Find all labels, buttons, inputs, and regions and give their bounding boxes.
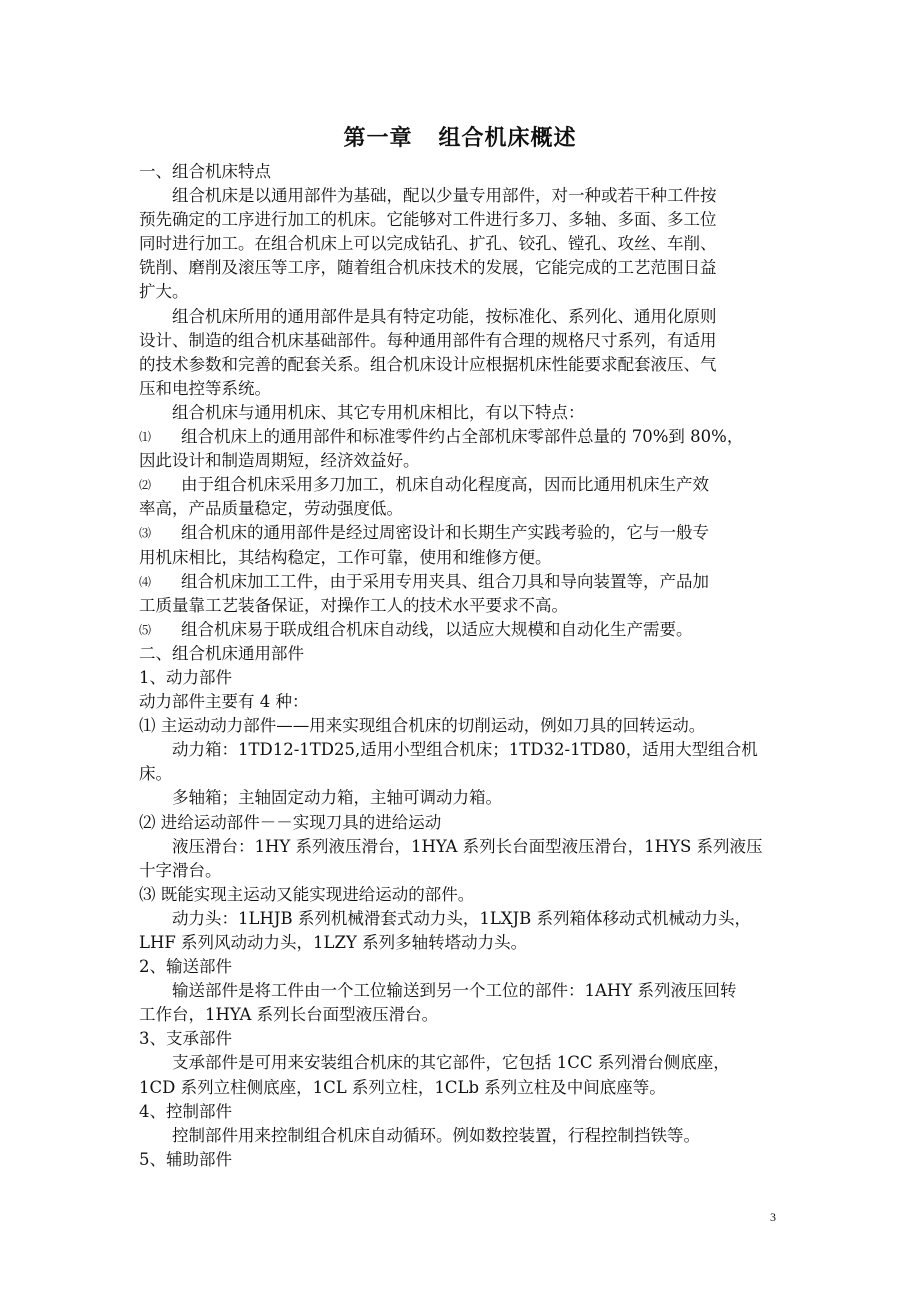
list-continuation bbox=[139, 449, 784, 473]
paragraph-line: 动力箱：1TD12-1TD25,适用小型组合机床；1TD32-1TD80，适用大型组合机 bbox=[172, 740, 758, 760]
paragraph-line: LHF 系列风动动力头，1LZY 系列多轴转塔动力头。 bbox=[139, 933, 528, 952]
paragraph-line: 液压滑台：1HY 系列液压滑台，1HYA 系列长台面型液压滑台，1HYS 系列液压 bbox=[172, 836, 763, 856]
paragraph-line: 多轴箱；主轴固定动力箱，主轴可调动力箱。 bbox=[172, 788, 502, 808]
paragraph-line: 动力部件主要有 4 种： bbox=[139, 692, 309, 712]
list-item bbox=[139, 570, 784, 594]
paragraph-line: 组合机床所用的通用部件是具有特定功能，按标准化、系列化、通用化原则 bbox=[172, 306, 717, 326]
list-text: 用机床相比，其结构稳定，工作可靠，使用和维修方便。 bbox=[139, 547, 552, 567]
page-number: 3 bbox=[770, 1210, 776, 1224]
chapter-number: 第一章 bbox=[343, 126, 413, 151]
paragraph-line: 1CD 系列立柱侧底座，1CL 系列立柱，1CLb 系列立柱及中间底座等。 bbox=[139, 1077, 666, 1097]
paragraph-line: 工作台，1HYA 系列长台面型液压滑台。 bbox=[139, 1005, 439, 1025]
list-text: 组合机床易于联成组合机床自动线，以适应大规模和自动化生产需要。 bbox=[181, 619, 693, 639]
list-text: 率高，产品质量稳定，劳动强度低。 bbox=[139, 499, 403, 519]
paragraph-line: ⑴ 主运动动力部件——用来实现组合机床的切削运动，例如刀具的回转运动。 bbox=[139, 716, 706, 736]
document-body bbox=[139, 160, 784, 1172]
list-number: ⑶ bbox=[139, 526, 152, 541]
chapter-name: 组合机床概述 bbox=[438, 126, 577, 151]
list-continuation bbox=[139, 594, 784, 618]
subsection-heading: 5、辅助部件 bbox=[139, 1149, 232, 1169]
list-text: 组合机床加工工件，由于采用专用夹具、组合刀具和导向装置等，产品加 bbox=[181, 571, 709, 591]
section-heading: 一、组合机床特点 bbox=[139, 162, 271, 181]
list-item bbox=[139, 521, 784, 545]
paragraph-line: 床。 bbox=[139, 764, 172, 784]
paragraph-line: 组合机床与通用机床、其它专用机床相比，有以下特点： bbox=[172, 402, 585, 422]
list-text: 因此设计和制造周期短，经济效益好。 bbox=[139, 451, 420, 471]
list-item bbox=[139, 425, 784, 449]
paragraph-line: 设计、制造的组合机床基础部件。每种通用部件有合理的规格尺寸系列，有适用 bbox=[139, 330, 717, 350]
paragraph-line: 控制部件用来控制组合机床自动循环。例如数控装置，行程控制挡铁等。 bbox=[172, 1125, 700, 1145]
list-text: 组合机床上的通用部件和标准零件约占全部机床零部件总量的 70%到 80%， bbox=[181, 427, 744, 447]
list-number: ⑸ bbox=[139, 622, 152, 637]
list-text: 工质量靠工艺装备保证，对操作工人的技术水平要求不高。 bbox=[139, 595, 568, 615]
paragraph-line: 组合机床是以通用部件为基础，配以少量专用部件，对一种或若干种工件按 bbox=[172, 186, 717, 206]
subsection-heading: 3、支承部件 bbox=[139, 1029, 232, 1049]
paragraph-line: 扩大。 bbox=[139, 282, 189, 302]
list-item bbox=[139, 473, 784, 497]
paragraph-line: ⑵ 进给运动部件－－实现刀具的进给运动 bbox=[139, 812, 442, 832]
paragraph-line: 铣削、磨削及滚压等工序，随着组合机床技术的发展，它能完成的工艺范围日益 bbox=[139, 258, 717, 278]
paragraph-line: 支承部件是可用来安装组合机床的其它部件，它包括 1CC 系列滑台侧底座， bbox=[172, 1053, 730, 1073]
paragraph-line: 输送部件是将工件由一个工位输送到另一个工位的部件：1AHY 系列液压回转 bbox=[172, 981, 737, 1001]
list-text: 由于组合机床采用多刀加工，机床自动化程度高，因而比通用机床生产效 bbox=[181, 475, 709, 495]
paragraph-line: ⑶ 既能实现主运动又能实现进给运动的部件。 bbox=[139, 884, 475, 904]
list-continuation bbox=[139, 546, 784, 570]
paragraph-line: 动力头：1LHJB 系列机械滑套式动力头，1LXJB 系列箱体移动式机械动力头， bbox=[172, 908, 752, 928]
list-number: ⑵ bbox=[139, 478, 152, 493]
subsection-heading: 4、控制部件 bbox=[139, 1101, 232, 1121]
paragraph-line: 同时进行加工。在组合机床上可以完成钻孔、扩孔、铰孔、镗孔、攻丝、车削、 bbox=[139, 234, 717, 254]
subsection-heading: 1、动力部件 bbox=[139, 667, 232, 687]
list-number: ⑴ bbox=[139, 430, 152, 445]
list-continuation bbox=[139, 497, 784, 521]
section-heading: 二、组合机床通用部件 bbox=[139, 643, 304, 663]
list-item bbox=[139, 618, 784, 642]
paragraph-line: 的技术参数和完善的配套关系。组合机床设计应根据机床性能要求配套液压、气 bbox=[139, 354, 717, 374]
chapter-title bbox=[0, 121, 920, 152]
list-text: 组合机床的通用部件是经过周密设计和长期生产实践考验的，它与一般专 bbox=[181, 523, 709, 543]
paragraph-line: 十字滑台。 bbox=[139, 860, 222, 880]
paragraph-line: 预先确定的工序进行加工的机床。它能够对工件进行多刀、多轴、多面、多工位 bbox=[139, 210, 717, 230]
subsection-heading: 2、输送部件 bbox=[139, 957, 232, 977]
list-number: ⑷ bbox=[139, 574, 152, 589]
paragraph-line: 压和电控等系统。 bbox=[139, 378, 271, 398]
